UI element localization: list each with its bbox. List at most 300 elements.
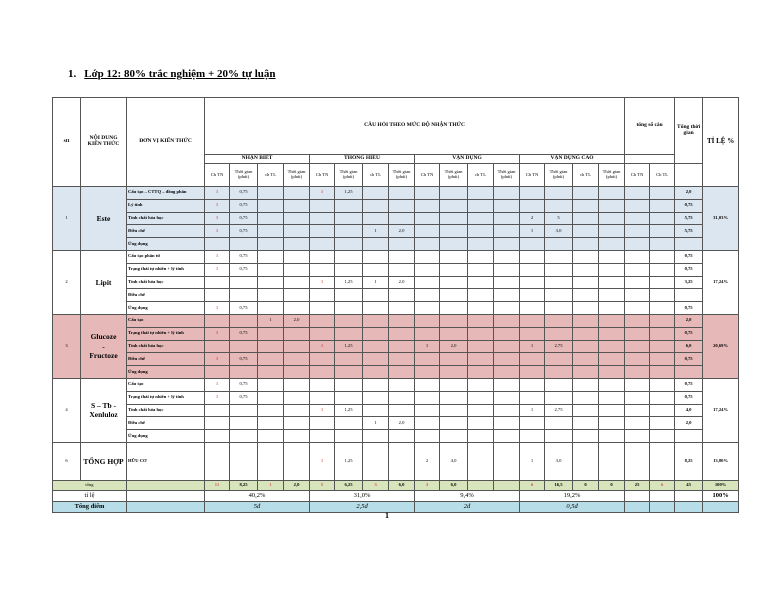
data-cell bbox=[625, 391, 650, 404]
group-name: TỔNG HỢP bbox=[81, 442, 127, 480]
score-value: 2,5đ bbox=[310, 501, 415, 512]
group-name-line: Fructoze bbox=[89, 351, 118, 361]
data-cell bbox=[363, 302, 389, 315]
section-number: 1. bbox=[68, 68, 77, 80]
data-cell bbox=[440, 366, 468, 379]
subcol-header: ch TL bbox=[573, 164, 599, 187]
data-cell bbox=[415, 404, 440, 417]
table-row bbox=[53, 366, 739, 379]
data-cell bbox=[625, 289, 650, 302]
data-cell: 3 bbox=[363, 480, 389, 490]
data-cell bbox=[599, 250, 625, 263]
data-cell bbox=[494, 378, 520, 391]
data-cell bbox=[494, 276, 520, 289]
data-cell bbox=[573, 404, 599, 417]
data-cell bbox=[625, 353, 650, 366]
data-cell bbox=[625, 276, 650, 289]
data-cell bbox=[230, 442, 258, 480]
table-row bbox=[53, 314, 739, 327]
data-cell bbox=[573, 417, 599, 430]
data-cell bbox=[258, 404, 284, 417]
subcol-header: Thời gian (phút) bbox=[335, 164, 363, 187]
data-cell bbox=[258, 442, 284, 480]
data-cell: 1 bbox=[310, 442, 335, 480]
table-row bbox=[53, 302, 739, 315]
data-cell: 1 bbox=[258, 480, 284, 490]
data-cell: 1 bbox=[520, 340, 545, 353]
data-cell bbox=[468, 238, 494, 251]
data-cell bbox=[650, 314, 675, 327]
data-cell bbox=[494, 302, 520, 315]
data-cell bbox=[650, 225, 675, 238]
data-cell bbox=[650, 340, 675, 353]
data-cell bbox=[284, 430, 310, 443]
col-cauhoi: CÂU HỎI THEO MỨC ĐỘ NHẬN THỨC bbox=[205, 98, 625, 155]
table-row bbox=[53, 327, 739, 340]
data-cell: 0,75 bbox=[230, 378, 258, 391]
table-row bbox=[53, 404, 739, 417]
data-cell bbox=[389, 199, 415, 212]
data-cell bbox=[310, 430, 335, 443]
data-cell: 0,75 bbox=[675, 199, 703, 212]
col-stt: stt bbox=[53, 98, 81, 187]
group-stt: 4 bbox=[53, 378, 81, 442]
data-cell bbox=[335, 353, 363, 366]
data-cell bbox=[363, 199, 389, 212]
data-cell bbox=[440, 212, 468, 225]
data-cell bbox=[230, 430, 258, 443]
data-cell bbox=[599, 366, 625, 379]
table-row bbox=[53, 250, 739, 263]
subcol-header: Ch TN bbox=[520, 164, 545, 187]
data-cell bbox=[494, 430, 520, 443]
subcol-header: Thời gian (phút) bbox=[389, 164, 415, 187]
data-cell bbox=[389, 314, 415, 327]
data-cell bbox=[573, 263, 599, 276]
unit-label: HỮU CƠ bbox=[127, 442, 205, 480]
data-cell bbox=[650, 417, 675, 430]
data-cell bbox=[625, 250, 650, 263]
data-cell bbox=[625, 327, 650, 340]
data-cell bbox=[284, 378, 310, 391]
data-cell bbox=[573, 391, 599, 404]
data-cell: 1 bbox=[520, 225, 545, 238]
data-cell bbox=[284, 340, 310, 353]
data-cell bbox=[284, 238, 310, 251]
data-cell bbox=[284, 366, 310, 379]
data-cell bbox=[284, 327, 310, 340]
data-cell: 2,0 bbox=[675, 187, 703, 200]
data-cell: 0,75 bbox=[230, 327, 258, 340]
subcol-header: Ch TN bbox=[205, 164, 230, 187]
data-cell bbox=[650, 378, 675, 391]
table-cell bbox=[703, 501, 739, 512]
data-cell bbox=[389, 187, 415, 200]
data-cell bbox=[625, 199, 650, 212]
data-cell: 1 bbox=[310, 187, 335, 200]
data-cell bbox=[258, 212, 284, 225]
data-cell: 1 bbox=[205, 187, 230, 200]
data-cell bbox=[415, 187, 440, 200]
data-cell: 2,0 bbox=[389, 417, 415, 430]
data-cell bbox=[258, 366, 284, 379]
data-cell bbox=[389, 302, 415, 315]
group-name: Este bbox=[81, 187, 127, 251]
data-cell bbox=[573, 289, 599, 302]
subcol-header: Thời gian (phút) bbox=[284, 164, 310, 187]
data-cell bbox=[599, 263, 625, 276]
table-row bbox=[53, 340, 739, 353]
data-cell bbox=[389, 340, 415, 353]
data-cell bbox=[494, 199, 520, 212]
data-cell: 1 bbox=[205, 327, 230, 340]
data-cell bbox=[363, 442, 389, 480]
percent-value: 40,2% bbox=[205, 490, 310, 501]
data-cell bbox=[494, 353, 520, 366]
data-cell bbox=[520, 302, 545, 315]
data-cell bbox=[468, 263, 494, 276]
data-cell bbox=[545, 430, 573, 443]
data-cell bbox=[494, 366, 520, 379]
data-cell bbox=[468, 327, 494, 340]
data-cell: 3,0 bbox=[545, 442, 573, 480]
data-cell: 6,0 bbox=[440, 480, 468, 490]
data-cell bbox=[573, 187, 599, 200]
data-cell bbox=[650, 187, 675, 200]
data-cell bbox=[545, 238, 573, 251]
table-row bbox=[53, 442, 739, 480]
data-cell bbox=[468, 442, 494, 480]
data-cell bbox=[675, 430, 703, 443]
data-cell bbox=[230, 238, 258, 251]
subcol-header: Thời gian (phút) bbox=[230, 164, 258, 187]
data-cell bbox=[335, 327, 363, 340]
level-vandung: VẬN DỤNG bbox=[415, 155, 520, 164]
data-cell bbox=[335, 225, 363, 238]
data-cell bbox=[520, 199, 545, 212]
data-cell bbox=[468, 391, 494, 404]
data-cell: 0,75 bbox=[230, 302, 258, 315]
data-cell bbox=[625, 225, 650, 238]
data-cell bbox=[494, 212, 520, 225]
tong-blank bbox=[625, 155, 675, 164]
data-cell bbox=[520, 378, 545, 391]
data-cell bbox=[573, 340, 599, 353]
data-cell bbox=[440, 417, 468, 430]
data-cell bbox=[258, 378, 284, 391]
data-cell bbox=[440, 276, 468, 289]
data-cell: 45 bbox=[675, 480, 703, 490]
data-cell: 1 bbox=[205, 225, 230, 238]
data-cell: 4,0 bbox=[675, 404, 703, 417]
data-cell bbox=[545, 417, 573, 430]
data-cell bbox=[545, 187, 573, 200]
data-cell: 2 bbox=[415, 442, 440, 480]
data-cell bbox=[363, 353, 389, 366]
percent-value: 19,2% bbox=[520, 490, 625, 501]
data-cell bbox=[230, 289, 258, 302]
data-cell bbox=[573, 276, 599, 289]
data-cell bbox=[599, 378, 625, 391]
table-cell bbox=[625, 490, 650, 501]
data-cell bbox=[205, 238, 230, 251]
data-cell bbox=[310, 289, 335, 302]
table-cell bbox=[650, 490, 675, 501]
data-cell bbox=[335, 212, 363, 225]
data-cell bbox=[335, 250, 363, 263]
data-cell bbox=[599, 404, 625, 417]
percent-value: 9,4% bbox=[415, 490, 520, 501]
data-cell: 0,75 bbox=[675, 353, 703, 366]
data-cell bbox=[335, 391, 363, 404]
data-cell bbox=[310, 314, 335, 327]
data-cell bbox=[520, 366, 545, 379]
group-name-line: Glucoze bbox=[90, 331, 117, 341]
data-cell bbox=[545, 250, 573, 263]
data-cell bbox=[310, 366, 335, 379]
unit-label: Điều chế bbox=[127, 417, 205, 430]
data-cell bbox=[335, 366, 363, 379]
data-cell bbox=[335, 263, 363, 276]
table-row bbox=[53, 263, 739, 276]
data-cell: 1 bbox=[205, 353, 230, 366]
data-cell bbox=[415, 353, 440, 366]
table-cell bbox=[675, 490, 703, 501]
data-cell bbox=[284, 391, 310, 404]
data-cell: 1 bbox=[205, 263, 230, 276]
data-cell bbox=[468, 314, 494, 327]
table-row bbox=[53, 238, 739, 251]
data-cell bbox=[363, 238, 389, 251]
data-cell bbox=[389, 212, 415, 225]
data-cell bbox=[520, 276, 545, 289]
table-row bbox=[53, 187, 739, 200]
subcol-header: Ch TL bbox=[650, 164, 675, 187]
data-cell: 1 bbox=[205, 250, 230, 263]
data-cell bbox=[599, 199, 625, 212]
data-cell bbox=[363, 340, 389, 353]
data-cell bbox=[415, 417, 440, 430]
data-cell bbox=[468, 276, 494, 289]
data-cell bbox=[625, 366, 650, 379]
data-cell bbox=[258, 353, 284, 366]
data-cell bbox=[310, 199, 335, 212]
data-cell bbox=[468, 353, 494, 366]
col-tongthoigian: Tổng thời gian bbox=[675, 98, 703, 164]
data-cell bbox=[494, 225, 520, 238]
data-cell bbox=[415, 391, 440, 404]
data-cell bbox=[650, 302, 675, 315]
data-cell bbox=[625, 378, 650, 391]
unit-label: Cấu tạo phân tử bbox=[127, 250, 205, 263]
data-cell: 1 bbox=[520, 404, 545, 417]
table-row bbox=[53, 353, 739, 366]
unit-label: Điều chế bbox=[127, 289, 205, 302]
data-cell bbox=[335, 314, 363, 327]
data-cell bbox=[258, 250, 284, 263]
data-cell bbox=[545, 289, 573, 302]
table-row bbox=[53, 225, 739, 238]
data-cell: 2,75 bbox=[545, 340, 573, 353]
data-cell bbox=[599, 442, 625, 480]
data-cell bbox=[258, 327, 284, 340]
data-cell bbox=[675, 238, 703, 251]
data-cell bbox=[335, 430, 363, 443]
data-cell bbox=[205, 366, 230, 379]
page-number: 1 bbox=[385, 511, 389, 520]
data-cell bbox=[625, 212, 650, 225]
data-cell bbox=[573, 366, 599, 379]
data-cell bbox=[545, 263, 573, 276]
unit-label: Cấu tạo bbox=[127, 314, 205, 327]
data-cell bbox=[545, 391, 573, 404]
data-cell bbox=[520, 187, 545, 200]
data-cell bbox=[599, 353, 625, 366]
data-cell bbox=[258, 430, 284, 443]
data-cell: 1 bbox=[310, 276, 335, 289]
table-row bbox=[53, 378, 739, 391]
data-cell bbox=[415, 263, 440, 276]
table-cell bbox=[650, 501, 675, 512]
data-cell bbox=[363, 263, 389, 276]
data-cell bbox=[258, 417, 284, 430]
data-cell: 2 bbox=[520, 212, 545, 225]
data-cell bbox=[494, 187, 520, 200]
data-cell: 1 bbox=[363, 276, 389, 289]
data-cell bbox=[284, 442, 310, 480]
data-cell bbox=[573, 378, 599, 391]
data-cell bbox=[573, 442, 599, 480]
data-cell: 6,25 bbox=[335, 480, 363, 490]
table-cell bbox=[127, 490, 205, 501]
col-donvi: ĐƠN VỊ KIẾN THỨC bbox=[127, 98, 205, 187]
data-cell bbox=[573, 238, 599, 251]
data-cell bbox=[415, 378, 440, 391]
data-cell: 1 bbox=[520, 442, 545, 480]
group-name bbox=[81, 378, 127, 442]
data-cell bbox=[284, 276, 310, 289]
data-cell bbox=[310, 238, 335, 251]
subcol-header: ch TL bbox=[258, 164, 284, 187]
data-cell: 16,5 bbox=[545, 480, 573, 490]
unit-label: Tính chất hóa học bbox=[127, 212, 205, 225]
data-cell bbox=[284, 302, 310, 315]
group-stt: 2 bbox=[53, 250, 81, 314]
data-cell bbox=[520, 327, 545, 340]
data-cell: 3 bbox=[415, 480, 440, 490]
data-cell bbox=[284, 199, 310, 212]
data-cell bbox=[310, 250, 335, 263]
data-cell: 1 bbox=[205, 378, 230, 391]
data-cell bbox=[625, 442, 650, 480]
data-cell bbox=[545, 327, 573, 340]
data-cell bbox=[440, 289, 468, 302]
data-cell bbox=[440, 353, 468, 366]
col-noidung: NỘI DUNG KIẾN THỨC bbox=[81, 98, 127, 187]
data-cell bbox=[520, 391, 545, 404]
data-cell bbox=[494, 442, 520, 480]
data-cell bbox=[599, 276, 625, 289]
data-cell bbox=[599, 187, 625, 200]
data-cell bbox=[363, 404, 389, 417]
data-cell bbox=[545, 314, 573, 327]
data-cell bbox=[310, 212, 335, 225]
subcol-header: Thời gian (phút) bbox=[599, 164, 625, 187]
data-cell bbox=[258, 276, 284, 289]
data-cell bbox=[468, 250, 494, 263]
data-cell bbox=[415, 289, 440, 302]
data-cell bbox=[389, 327, 415, 340]
data-cell bbox=[599, 340, 625, 353]
data-cell bbox=[468, 417, 494, 430]
data-cell bbox=[415, 276, 440, 289]
data-cell: 3,25 bbox=[675, 276, 703, 289]
data-cell bbox=[599, 314, 625, 327]
unit-label: Trạng thái tự nhiên + lý tính bbox=[127, 391, 205, 404]
table-row bbox=[53, 276, 739, 289]
group-name bbox=[81, 314, 127, 378]
data-cell bbox=[599, 391, 625, 404]
data-cell bbox=[205, 276, 230, 289]
data-cell bbox=[650, 430, 675, 443]
group-ratio: 31,03% bbox=[703, 187, 739, 251]
data-cell bbox=[520, 353, 545, 366]
data-cell bbox=[440, 430, 468, 443]
data-cell bbox=[389, 378, 415, 391]
data-cell: 0,75 bbox=[675, 302, 703, 315]
group-stt: 1 bbox=[53, 187, 81, 251]
col-tile: TỈ LỆ % bbox=[703, 98, 739, 187]
data-cell bbox=[545, 302, 573, 315]
group-stt: 6 bbox=[53, 442, 81, 480]
data-cell: 0,75 bbox=[675, 378, 703, 391]
data-cell bbox=[284, 187, 310, 200]
data-cell bbox=[520, 417, 545, 430]
data-cell bbox=[625, 404, 650, 417]
table-cell bbox=[675, 501, 703, 512]
data-cell bbox=[650, 212, 675, 225]
data-cell bbox=[675, 289, 703, 302]
data-cell bbox=[494, 340, 520, 353]
group-name-line: - bbox=[102, 341, 105, 351]
unit-label: Tính chất hóa học bbox=[127, 340, 205, 353]
data-cell: 6,0 bbox=[389, 480, 415, 490]
data-cell bbox=[494, 314, 520, 327]
data-cell bbox=[205, 314, 230, 327]
data-cell bbox=[230, 417, 258, 430]
data-cell bbox=[599, 212, 625, 225]
data-cell bbox=[415, 302, 440, 315]
data-cell: 0,75 bbox=[230, 353, 258, 366]
data-cell: 1,25 bbox=[335, 276, 363, 289]
data-cell bbox=[284, 404, 310, 417]
data-cell bbox=[230, 276, 258, 289]
data-cell bbox=[440, 314, 468, 327]
data-cell bbox=[468, 340, 494, 353]
data-cell bbox=[468, 404, 494, 417]
data-cell bbox=[545, 199, 573, 212]
data-cell bbox=[415, 199, 440, 212]
data-cell bbox=[625, 302, 650, 315]
data-cell bbox=[230, 314, 258, 327]
data-cell: 2,0 bbox=[440, 340, 468, 353]
data-cell bbox=[415, 327, 440, 340]
unit-label: Ứng dụng bbox=[127, 302, 205, 315]
data-cell: 1 bbox=[205, 391, 230, 404]
data-cell bbox=[310, 417, 335, 430]
table-cell bbox=[127, 501, 205, 512]
data-cell bbox=[389, 442, 415, 480]
